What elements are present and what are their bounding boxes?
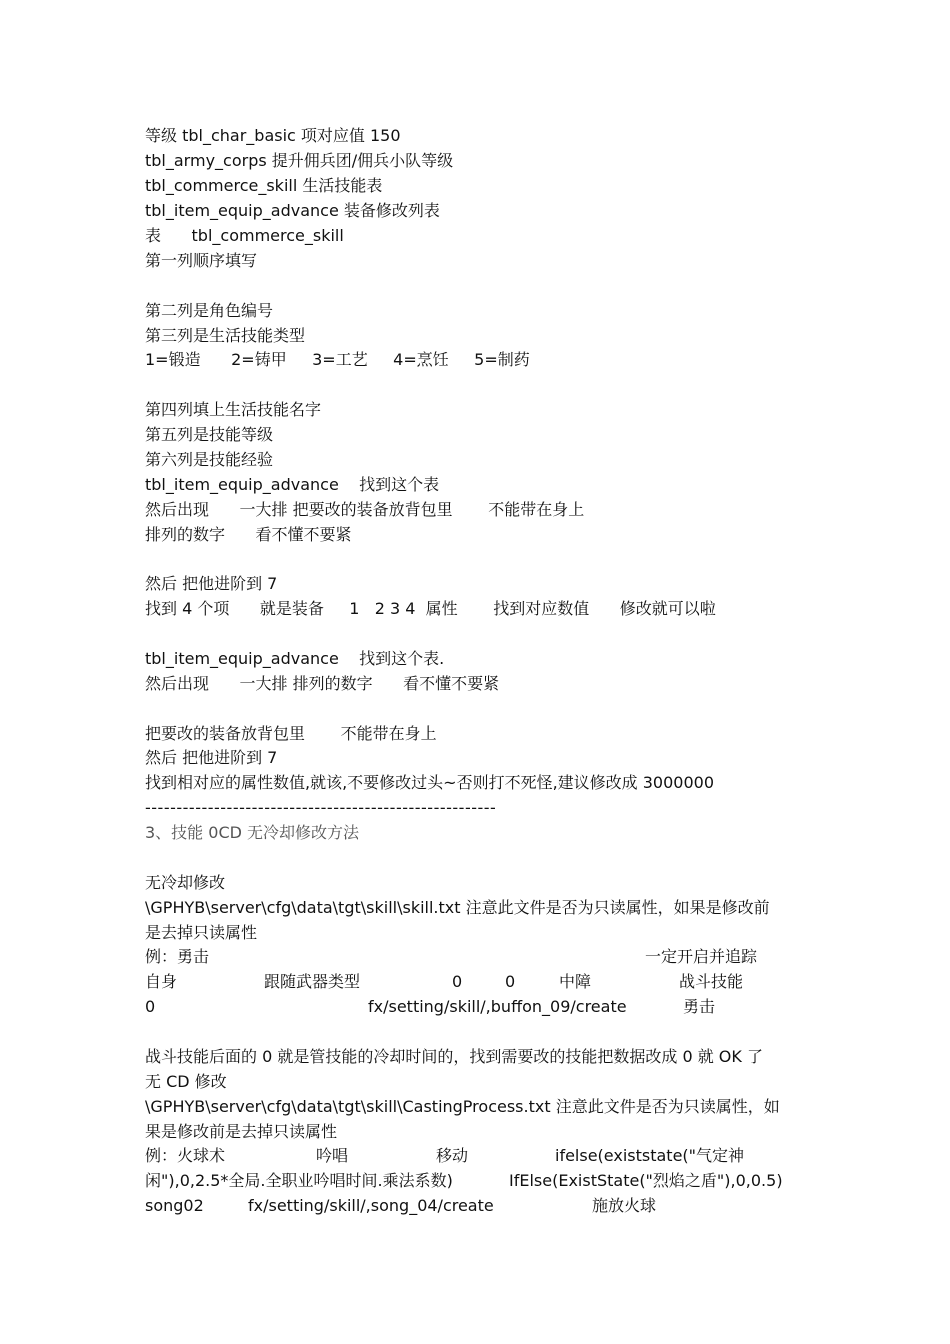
text-line-readonly-note: 是去掉只读属性 — [145, 923, 258, 942]
text-line-attribute-value: 找到相对应的属性数值,就该,不要修改过头~否则打不死怪,建议修改成 3000000 — [145, 773, 715, 792]
example2-fx-path: fx/setting/skill/,song_04/create — [248, 1196, 494, 1215]
text-line-numbers: 排列的数字 看不懂不要紧 — [145, 525, 352, 544]
text-line-then-appear: 然后出现 一大排 把要改的装备放背包里 不能带在身上 — [145, 500, 585, 519]
example2-ifelse-shield: IfElse(ExistState("烈焰之盾"),0,0.5) — [509, 1171, 783, 1190]
text-line-separator: -------------------------------------------------------- — [145, 798, 497, 817]
example1-combat-skill: 战斗技能 — [679, 972, 744, 991]
example1-label: 例：勇击 — [145, 947, 210, 966]
text-line-char-basic: 等级 tbl_char_basic 项对应值 150 — [145, 126, 401, 145]
example1-obstacle: 中障 — [559, 972, 592, 991]
example2-cast-fireball: 施放火球 — [592, 1196, 657, 1215]
example2-move: 移动 — [436, 1146, 469, 1165]
text-line-find-table-2: tbl_item_equip_advance 找到这个表. — [145, 649, 445, 668]
example1-track: 一定开启并追踪 — [645, 947, 758, 966]
example2-label: 例：火球术 — [145, 1146, 226, 1165]
text-line-skill-path: \GPHYB\server\cfg\data\tgt\skill\skill.txt 注意此文件是否为只读属性，如果是修改前 — [145, 898, 770, 917]
text-line-find-table: tbl_item_equip_advance 找到这个表 — [145, 475, 440, 494]
text-line-find-4-items: 找到 4 个项 就是装备 1 2 3 4 属性 找到对应数值 修改就可以啦 — [145, 599, 716, 618]
text-line-no-cooldown: 无冷却修改 — [145, 873, 226, 892]
text-line-cooldown-explain: 战斗技能后面的 0 就是管技能的冷却时间的，找到需要改的技能把数据改成 0 就 OK 了 — [145, 1047, 763, 1066]
example1-cooldown-value: 0 — [145, 997, 156, 1016]
section-heading-no-cooldown: 3、技能 0CD 无冷却修改方法 — [145, 823, 360, 842]
example2-song-id: song02 — [145, 1196, 204, 1215]
text-line-equip-advance: tbl_item_equip_advance 装备修改列表 — [145, 201, 440, 220]
text-line-advance-7: 然后 把他进阶到 7 — [145, 574, 278, 593]
example1-zero-b: 0 — [505, 972, 516, 991]
text-line-column-4: 第四列填上生活技能名字 — [145, 400, 322, 419]
text-line-skill-types: 1=锻造 2=铸甲 3=工艺 4=烹饪 5=制药 — [145, 350, 530, 369]
example1-zero-a: 0 — [452, 972, 463, 991]
example2-chant-formula: 闲"),0,2.5*全局.全职业吟唱时间.乘法系数) — [145, 1171, 453, 1190]
example1-weapon-type: 跟随武器类型 — [264, 972, 361, 991]
text-line-table-name: 表 tbl_commerce_skill — [145, 226, 344, 245]
text-line-commerce-skill: tbl_commerce_skill 生活技能表 — [145, 176, 383, 195]
text-line-put-in-bag: 把要改的装备放背包里 不能带在身上 — [145, 724, 437, 743]
example1-skill-name: 勇击 — [683, 997, 716, 1016]
text-line-readonly-note-2: 果是修改前是去掉只读属性 — [145, 1122, 338, 1141]
text-line-advance-7-2: 然后 把他进阶到 7 — [145, 748, 278, 767]
example1-self: 自身 — [145, 972, 178, 991]
example2-ifelse: ifelse(existstate("气定神 — [555, 1146, 745, 1165]
text-line-army-corps: tbl_army_corps 提升佣兵团/佣兵小队等级 — [145, 151, 454, 170]
text-line-column-3: 第三列是生活技能类型 — [145, 326, 306, 345]
example1-fx-path: fx/setting/skill/,buffon_09/create — [368, 997, 627, 1016]
example2-chant: 吟唱 — [316, 1146, 349, 1165]
text-line-column-6: 第六列是技能经验 — [145, 450, 274, 469]
text-line-no-cd: 无 CD 修改 — [145, 1072, 227, 1091]
text-line-column-2: 第二列是角色编号 — [145, 301, 274, 320]
text-line-column-5: 第五列是技能等级 — [145, 425, 274, 444]
text-line-then-appear-2: 然后出现 一大排 排列的数字 看不懂不要紧 — [145, 674, 500, 693]
text-line-casting-path: \GPHYB\server\cfg\data\tgt\skill\CastingProcess.txt 注意此文件是否为只读属性，如 — [145, 1097, 780, 1116]
text-line-column-1: 第一列顺序填写 — [145, 251, 258, 270]
